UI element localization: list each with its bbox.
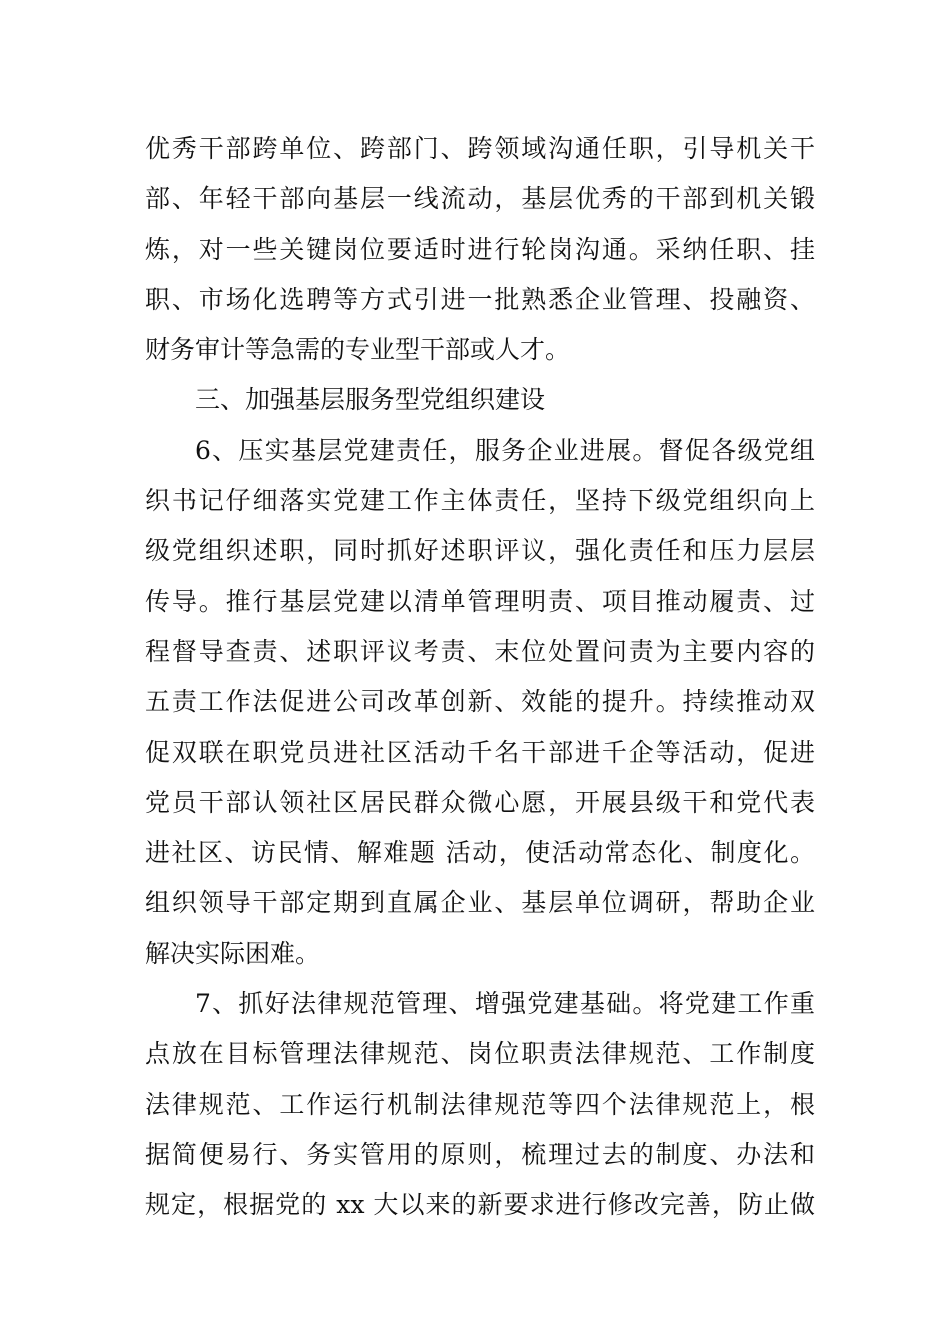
text-line: 级党组织述职，同时抓好述职评议，强化责任和压力层层 [145,536,815,566]
text-line: 法律规范、工作运行机制法律规范等四个法律规范上，根 [145,1089,815,1119]
body-text [145,124,815,1231]
text-line: 组织领导干部定期到直属企业、基层单位调研，帮助企业 [145,888,815,918]
text-line: 进社区、访民情、解难题 活动，使活动常态化、制度化。 [145,838,815,868]
text-line: 五责工作法促进公司改革创新、效能的提升。持续推动双 [145,687,815,717]
text-line: 织书记仔细落实党建工作主体责任，坚持下级党组织向上 [145,486,815,516]
text-line: 党员干部认领社区居民群众微心愿，开展县级干和党代表 [145,787,815,817]
text-line: 规定，根据党的 xx 大以来的新要求进行修改完善，防止做 [145,1190,815,1220]
text-line: 点放在目标管理法律规范、岗位职责法律规范、工作制度 [145,1039,815,1069]
text-line: 炼，对一些关键岗位要适时进行轮岗沟通。采纳任职、挂 [145,234,815,264]
text-line: 促双联在职党员进社区活动千名干部进千企等活动，促进 [145,737,815,767]
text-line: 优秀干部跨单位、跨部门、跨领域沟通任职，引导机关干 [145,134,815,163]
text-line: 程督导查责、述职评议考责、末位处置问责为主要内容的 [145,636,815,666]
text-line: 解决实际困难。 [145,938,321,968]
text-line: 6、压实基层党建责任，服务企业进展。督促各级党组 [195,435,815,465]
section-heading: 三、加强基层服务型党组织建设 [195,385,546,415]
text-line: 据简便易行、务实管用的原则，梳理过去的制度、办法和 [145,1139,815,1169]
text-line: 财务审计等急需的专业型干部或人才。 [145,335,571,365]
text-line: 7、抓好法律规范管理、增强党建基础。将党建工作重 [195,989,815,1019]
text-line: 部、年轻干部向基层一线流动，基层优秀的干部到机关锻 [145,184,815,214]
text-line: 职、市场化选聘等方式引进一批熟悉企业管理、投融资、 [145,284,815,314]
text-line: 传导。推行基层党建以清单管理明责、项目推动履责、过 [145,586,815,616]
